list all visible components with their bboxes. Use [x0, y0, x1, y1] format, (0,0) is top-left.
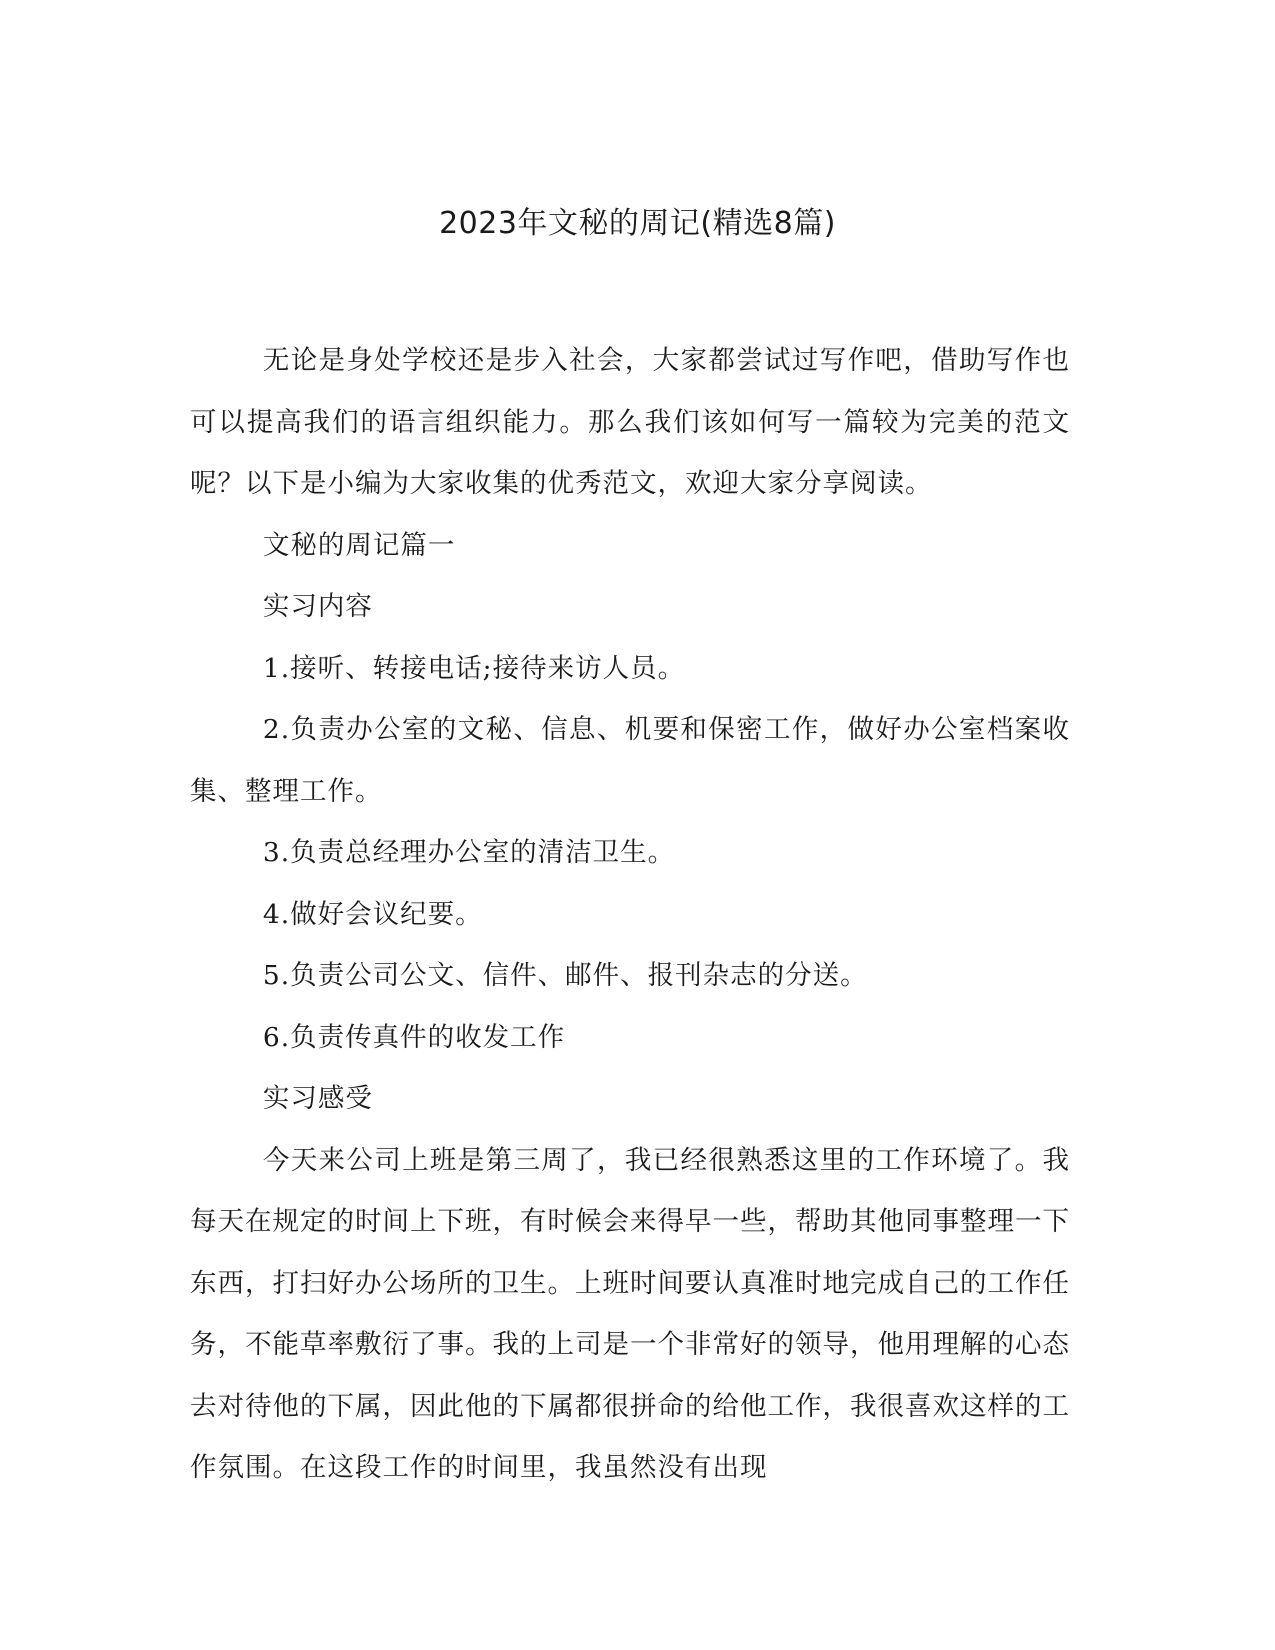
- intro-paragraph: 无论是身处学校还是步入社会，大家都尝试过写作吧，借助写作也可以提高我们的语言组织能力。那么我们该如何写一篇较为完美的范文呢？以下是小编为大家收集的优秀范文，欢迎大家分享阅读。: [190, 345, 1070, 499]
- body-paragraph: 今天来公司上班是第三周了，我已经很熟悉这里的工作环境了。我每天在规定的时间上下班，有时候会来得早一些，帮助其他同事整理一下东西，打扫好办公场所的卫生。上班时间要认真准时地完成自己的工作任务，不能草率敷衍了事。我的上司是一个非常好的领导，他用理解的心态去对待他的下属，因此他的下属都很拼命的给他工作，我很喜欢这样的工作氛围。在这段工作的时间里，我虽然没有出现: [190, 1144, 1070, 1483]
- subheading-feelings: 实习感受: [262, 1083, 373, 1114]
- list-item: 6.负责传真件的收发工作: [262, 1021, 566, 1053]
- list-item: 3.负责总经理办公室的清洁卫生。: [262, 837, 676, 868]
- section-heading: 文秘的周记篇一: [262, 529, 456, 561]
- list-item: 5.负责公司公文、信件、邮件、报刊杂志的分送。: [262, 960, 868, 991]
- subheading-content: 实习内容: [262, 591, 373, 622]
- document-body: [190, 330, 1070, 1499]
- list-item: 4.做好会议纪要。: [262, 898, 483, 930]
- list-item: 1.接听、转接电话;接待来访人员。: [262, 652, 686, 684]
- list-item: 2.负责办公室的文秘、信息、机要和保密工作，做好办公室档案收集、整理工作。: [190, 714, 1070, 807]
- document-title: 2023年文秘的周记(精选8篇): [439, 206, 836, 241]
